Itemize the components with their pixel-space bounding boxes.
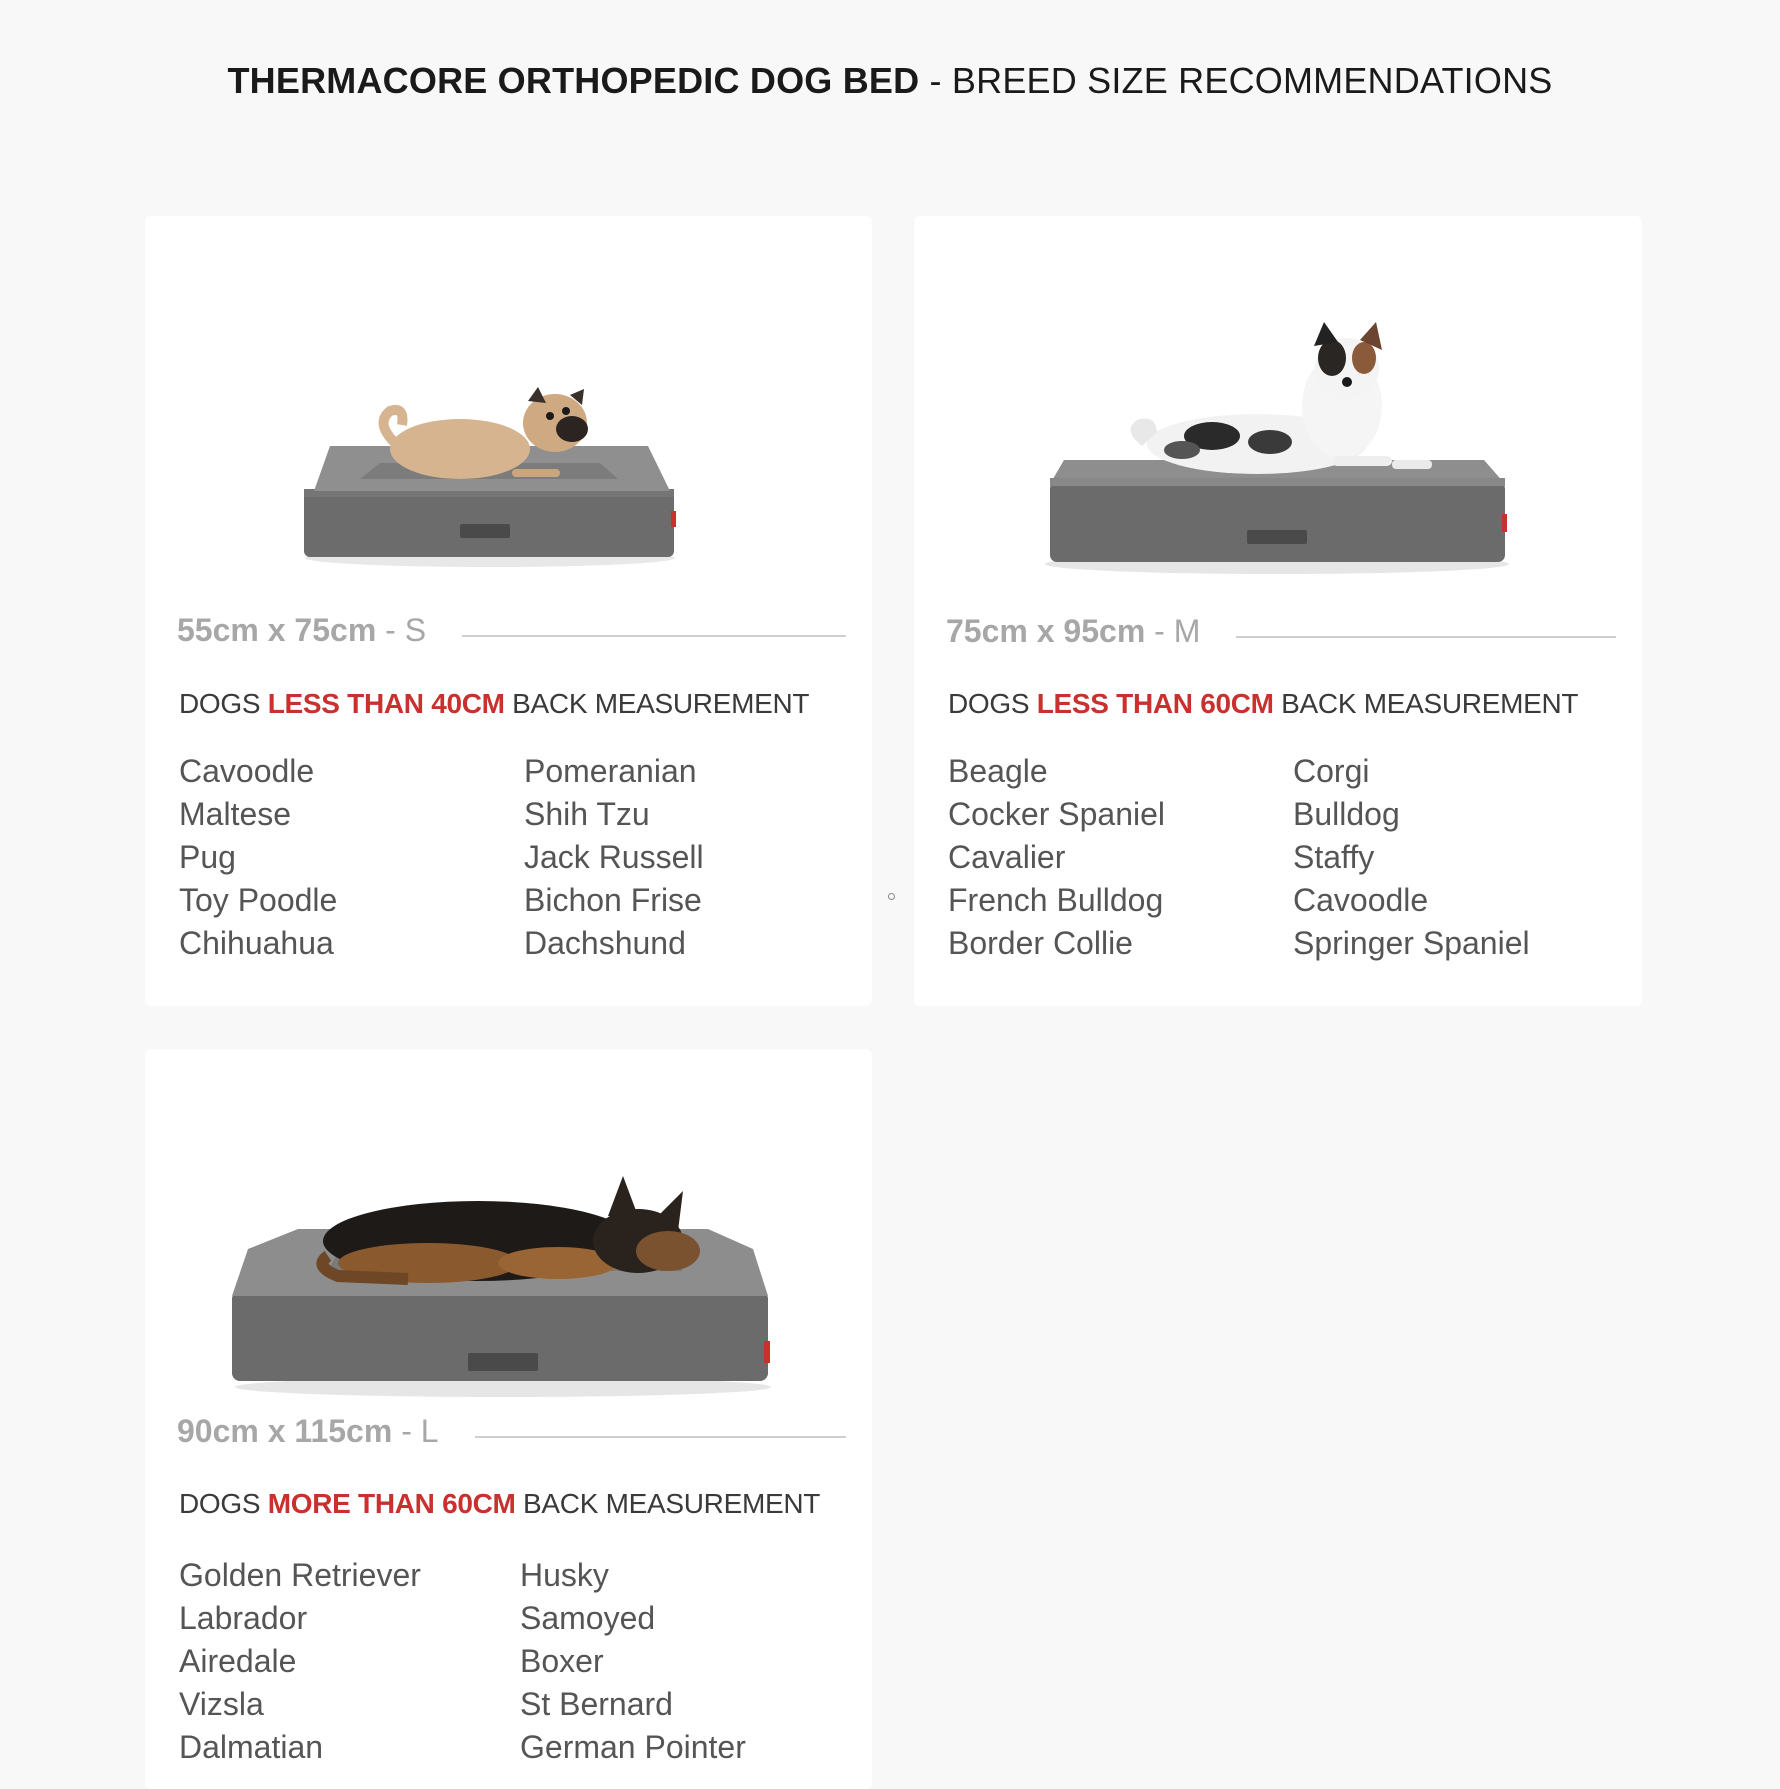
breed-item: Corgi [1293, 753, 1370, 789]
size-card-large [145, 1049, 872, 1789]
breed-item: Bichon Frise [524, 882, 702, 918]
breed-item: Cocker Spaniel [948, 796, 1165, 832]
back-measurement-medium: DOGS LESS THAN 60CM BACK MEASUREMENT [948, 688, 1579, 719]
breed-item: Cavalier [948, 839, 1066, 875]
size-code: - M [1145, 613, 1201, 649]
size-heading-medium [946, 613, 1616, 650]
breed-list-medium [948, 750, 1622, 965]
size-code: - L [392, 1413, 439, 1449]
size-card-small [145, 216, 872, 1006]
page-title [0, 60, 1780, 102]
back-measurement-small: DOGS LESS THAN 40CM BACK MEASUREMENT [179, 688, 810, 719]
breed-item: Bulldog [1293, 796, 1400, 832]
breed-item: Shih Tzu [524, 796, 650, 832]
title-subtitle: - BREED SIZE RECOMMENDATIONS [919, 60, 1553, 101]
back-measurement-large: DOGS MORE THAN 60CM BACK MEASUREMENT [179, 1488, 821, 1519]
breed-item: German Pointer [520, 1729, 746, 1765]
size-heading-small [177, 612, 846, 649]
australian-shepherd-on-bed-photo [1042, 316, 1512, 581]
breed-item: Labrador [179, 1600, 308, 1636]
dot-marker [888, 893, 895, 900]
breed-item: Pomeranian [524, 753, 697, 789]
divider-line [475, 1436, 846, 1438]
size-dims: 55cm x 75cm [177, 612, 377, 648]
breed-item: Cavoodle [179, 753, 315, 789]
measurement-highlight: LESS THAN 60CM [1036, 688, 1274, 719]
divider-line [1236, 636, 1616, 638]
breed-item: Jack Russell [524, 839, 704, 875]
size-dims: 75cm x 95cm [946, 613, 1146, 649]
breed-item: Beagle [948, 753, 1048, 789]
breed-item: St Bernard [520, 1686, 673, 1722]
breed-item: Springer Spaniel [1293, 925, 1530, 961]
breed-item: Samoyed [520, 1600, 656, 1636]
breed-item: Airedale [179, 1643, 297, 1679]
measurement-highlight: LESS THAN 40CM [267, 688, 505, 719]
breed-item: Vizsla [179, 1686, 264, 1722]
german-shepherd-on-bed-photo [228, 1121, 778, 1403]
breed-list-large [179, 1554, 852, 1769]
breed-item: French Bulldog [948, 882, 1164, 918]
breed-item: Dachshund [524, 925, 686, 961]
breed-list-small [179, 750, 852, 965]
size-code: - S [376, 612, 427, 648]
breed-item: Border Collie [948, 925, 1133, 961]
title-product: THERMACORE ORTHOPEDIC DOG BED [227, 60, 920, 101]
measurement-highlight: MORE THAN 60CM [267, 1488, 516, 1519]
size-heading-large [177, 1413, 846, 1450]
breed-item: Chihuahua [179, 925, 334, 961]
breed-item: Toy Poodle [179, 882, 338, 918]
breed-item: Boxer [520, 1643, 604, 1679]
breed-item: Cavoodle [1293, 882, 1429, 918]
breed-item: Husky [520, 1557, 609, 1593]
size-card-medium [914, 216, 1642, 1006]
pug-on-bed-photo [300, 361, 680, 576]
breed-item: Staffy [1293, 839, 1375, 875]
breed-item: Golden Retriever [179, 1557, 421, 1593]
divider-line [462, 635, 846, 637]
breed-item: Dalmatian [179, 1729, 324, 1765]
size-dims: 90cm x 115cm [177, 1413, 393, 1449]
breed-item: Maltese [179, 796, 292, 832]
breed-item: Pug [179, 839, 236, 875]
